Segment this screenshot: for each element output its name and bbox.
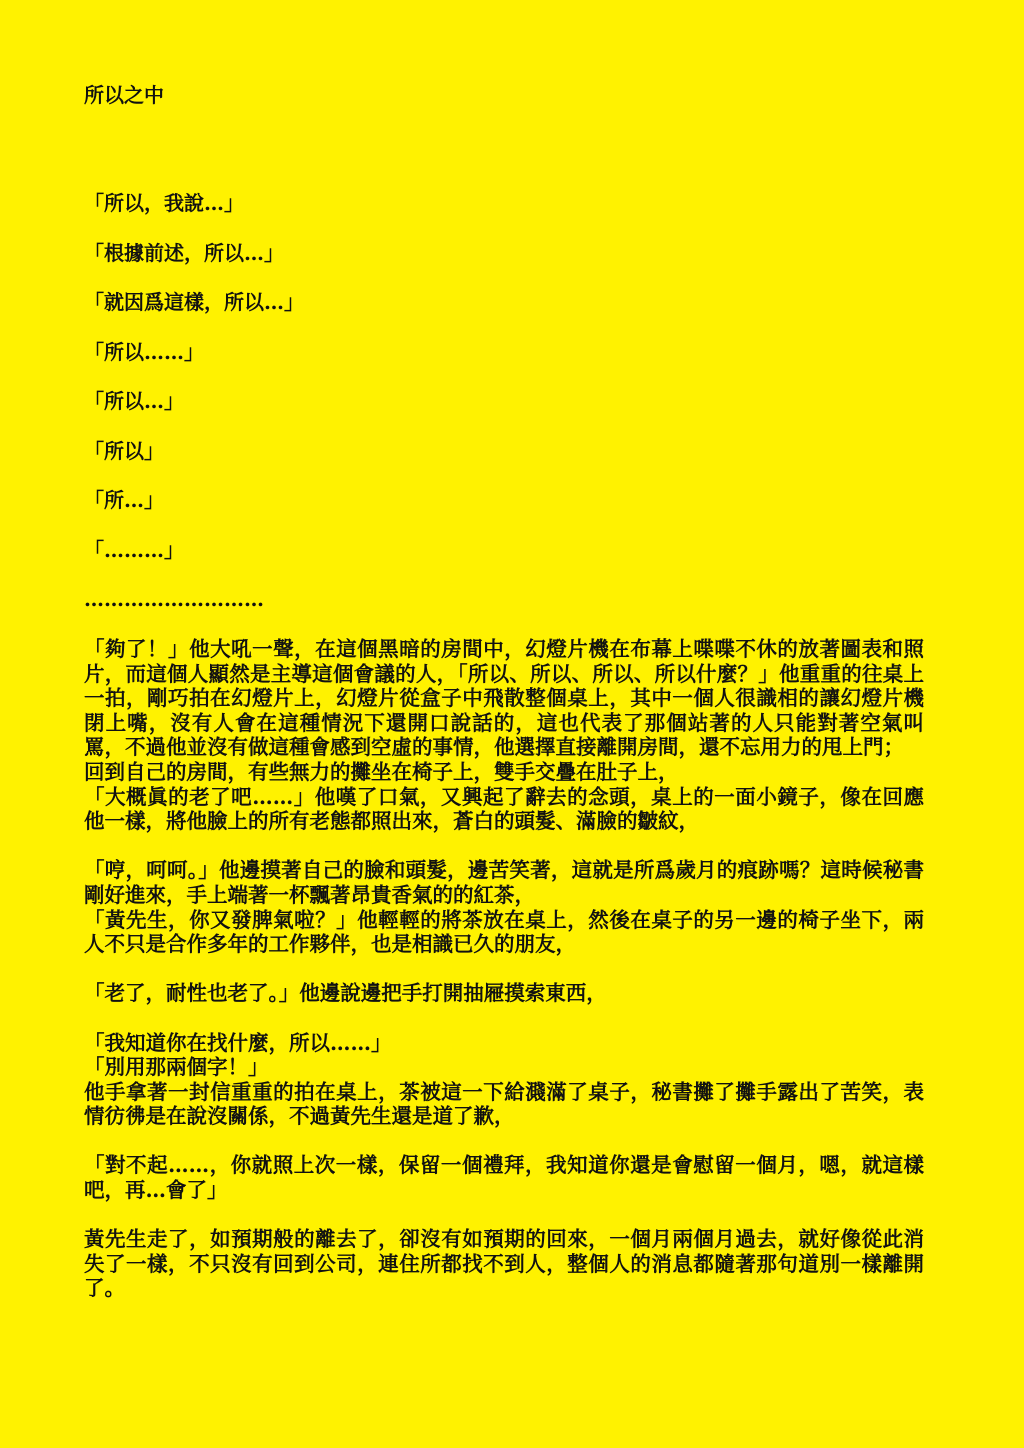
document-title: 所以之中 [84, 83, 164, 107]
short-line: 「所以」 [84, 438, 164, 463]
paragraph: 黃先生走了，如預期般的離去了，卻沒有如預期的回來，一個月兩個月過去，就好像從此消失了一樣，不只沒有回到公司，連住所都找不到人，整個人的消息都隨著那句道別一樣離開了。 [84, 1227, 924, 1301]
paragraph-gap [84, 834, 924, 859]
paragraph: 他手拿著一封信重重的拍在桌上，茶被這一下給濺滿了桌子，秘書攤了攤手露出了苦笑，表情彷彿是在說沒關係，不過黃先生還是道了歉， [84, 1079, 924, 1129]
paragraph-gap [84, 1006, 924, 1031]
paragraph: 「老了，耐性也老了。」他邊說邊把手打開抽屜摸索東西， [84, 981, 607, 1006]
paragraph-gap [84, 1203, 924, 1228]
story-body [84, 637, 924, 1301]
paragraph: 「黃先生，你又發脾氣啦？」他輕輕的將茶放在桌上，然後在桌子的另一邊的椅子坐下，兩人不只是合作多年的工作夥伴，也是相識已久的朋友， [84, 907, 924, 957]
short-line: 「………」 [84, 537, 184, 562]
paragraph: 「我知道你在找什麼，所以……」 [84, 1030, 392, 1055]
paragraph-gap [84, 957, 924, 982]
short-line: 「所…」 [84, 488, 164, 512]
short-line: 「所以…」 [84, 389, 184, 413]
short-line: 「就因爲這樣，所以…」 [84, 290, 304, 314]
paragraph: 回到自己的房間，有些無力的攤坐在椅子上，雙手交疊在肚子上， [84, 759, 679, 784]
paragraph: 「夠了！」他大吼一聲，在這個黑暗的房間中，幻燈片機在布幕上喋喋不休的放著圖表和照片，而這個人顯然是主導這個會議的人，「所以、所以、所以、所以什麼？」他重重的往桌上一拍，剛巧拍在幻燈片上，幻燈片從盒子中飛散整個桌上，其中一個人很識相的讓幻燈片機閉上嘴，沒有人會在這種情況下還開口說話的，這也代表了那個站著的人只能對著空氣叫罵，不過他並沒有做這種會感到空虛的事情，他選擇直接離開房間，還不忘用力的甩上門； [84, 637, 924, 760]
paragraph: 「別用那兩個字！」 [84, 1055, 269, 1080]
short-line: 「所以……」 [84, 339, 204, 364]
short-line: 「根據前述，所以…」 [84, 240, 284, 265]
paragraph-gap [84, 1129, 924, 1154]
paragraph: 「大概眞的老了吧……」他嘆了口氣，又興起了辭去的念頭，桌上的一面小鏡子，像在回應他一樣，將他臉上的所有老態都照出來，蒼白的頭髮、滿臉的皺紋， [84, 784, 924, 834]
paragraph: 「對不起……，你就照上次一樣，保留一個禮拜，我知道你還是會慰留一個月，嗯，就這樣吧，再…會了」 [84, 1153, 924, 1203]
short-line: 「所以，我說…」 [84, 191, 244, 215]
paragraph: 「哼，呵呵。」他邊摸著自己的臉和頭髮，邊苦笑著，這就是所爲歲月的痕跡嗎？這時候秘書剛好進來，手上端著一杯飄著昂貴香氣的的紅茶， [84, 858, 924, 907]
short-lines-block [84, 188, 924, 565]
ellipsis-divider: ……………………… [84, 587, 264, 611]
